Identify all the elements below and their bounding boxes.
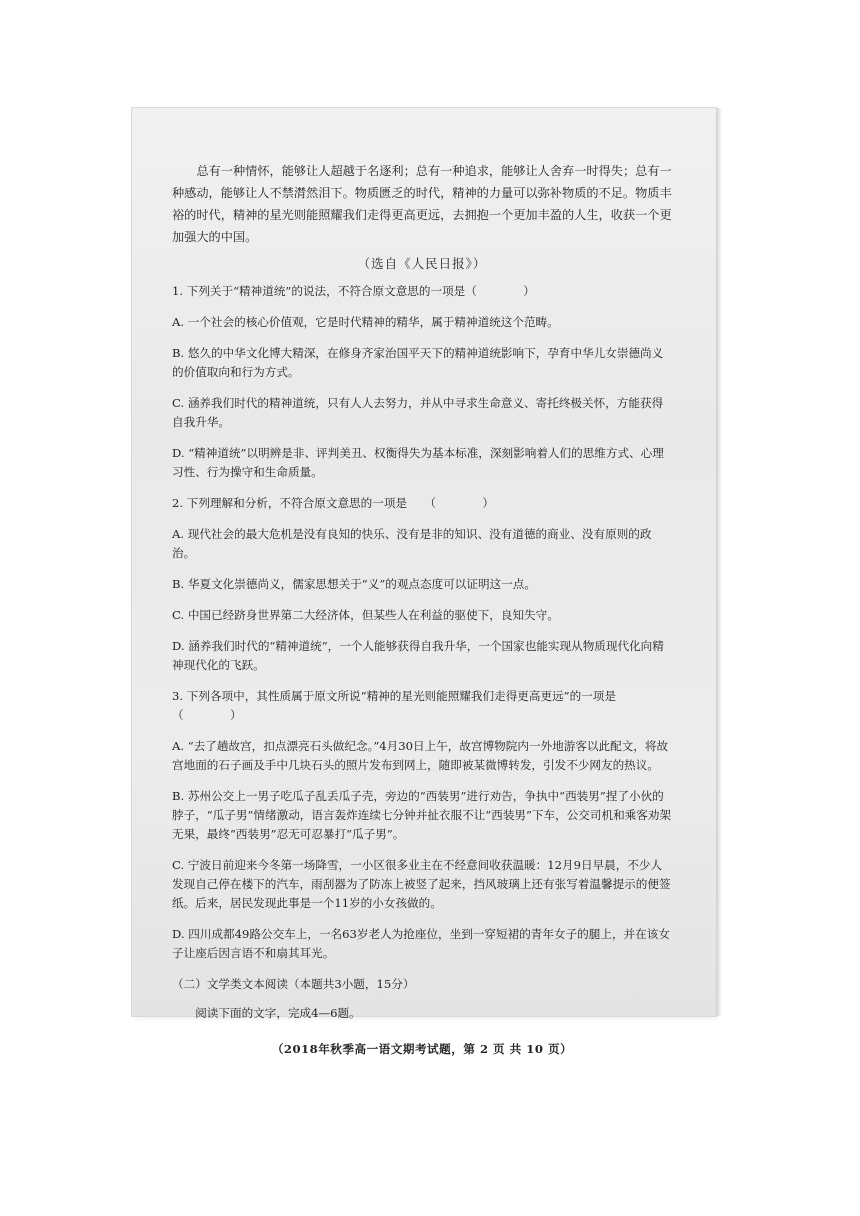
question-2-stem: 2. 下列理解和分析，不符合原文意思的一项是 （ ）	[172, 496, 494, 510]
question-1-option-b: B. 悠久的中华文化博大精深，在修身齐家治国平天下的精神道统影响下，孕育中华儿女崇德尚义的价值取向和行为方式。	[172, 346, 664, 379]
page-content	[172, 160, 672, 1057]
question-3	[172, 687, 672, 963]
section-heading: （二）文学类文本阅读（本题共3小题，15分）	[172, 977, 415, 991]
question-3-option-b: B. 苏州公交上一男子吃瓜子乱丢瓜子壳，旁边的“西装男”进行劝告，争执中“西装男”捏了小伙的脖子，“瓜子男”情绪激动，语言轰炸连续七分钟并扯衣服不让“西装男”下车，公交司机和乘客劝架无果，最终“西装男”忍无可忍暴打“瓜子男”。	[172, 789, 672, 841]
question-1-option-a: A. 一个社会的核心价值观，它是时代精神的精华，属于精神道统这个范畴。	[172, 315, 559, 329]
reading-instruction: 阅读下面的文字，完成4—6题。	[195, 1006, 361, 1020]
exam-page	[132, 108, 716, 1056]
question-1-stem: 1. 下列关于“精神道统”的说法，不符合原文意思的一项是（ ）	[172, 284, 535, 298]
question-3-option-c: C. 宁波日前迎来今冬第一场降雪，一小区很多业主在不经意间收获温暖：12月9日早晨，不少人发现自己停在楼下的汽车，雨刮器为了防冻上被竖了起来，挡风玻璃上还有张写着温馨提示的便签纸。后来，居民发现此事是一个11岁的小女孩做的。	[172, 858, 671, 910]
question-3-option-a: A. “去了趟故宫，扣点漂亮石头做纪念。”4月30日上午，故宫博物院内一外地游客以此配文，将故宫地面的石子画及手中几块石头的照片发布到网上，随即被某微博转发，引发不少网友的热议。	[172, 739, 669, 772]
question-1-option-d: D. “精神道统”以明辨是非、评判美丑、权衡得失为基本标准，深刻影响着人们的思维方式、心理习性、行为操守和生命质量。	[172, 446, 664, 479]
question-3-stem: 3. 下列各项中，其性质属于原文所说“精神的星光则能照耀我们走得更高更远”的一项是（ ）	[172, 689, 616, 722]
question-2-option-b: B. 华夏文化崇德尚义，儒家思想关于“义”的观点态度可以证明这一点。	[172, 577, 536, 591]
question-2	[172, 494, 672, 675]
question-2-option-a: A. 现代社会的最大危机是没有良知的快乐、没有是非的知识、没有道德的商业、没有原则的政治。	[172, 527, 652, 560]
question-2-option-c: C. 中国已经跻身世界第二大经济体，但某些人在利益的驱使下，良知失守。	[172, 608, 559, 622]
question-1-option-c: C. 涵养我们时代的精神道统，只有人人去努力，并从中寻求生命意义、寄托终极关怀，方能获得自我升华。	[172, 396, 664, 429]
question-3-option-d: D. 四川成都49路公交车上，一名63岁老人为抢座位，坐到一穿短裙的青年女子的腿上，并在该女子让座后因言语不和扇其耳光。	[172, 927, 670, 960]
page-footer: （2018年秋季高一语文期考试题，第 2 页 共 10 页）	[271, 1042, 573, 1056]
bleed-through-text	[140, 228, 151, 248]
intro-paragraph: 总有一种情怀，能够让人超越于名逐利；总有一种追求，能够让人舍弃一时得失；总有一种感动，能够让人不禁潸然泪下。物质匮乏的时代，精神的力量可以弥补物质的不足。物质丰裕的时代，精神的星光则能照耀我们走得更高更远，去拥抱一个更加丰盈的人生，收获一个更加强大的中国。	[172, 164, 672, 244]
source-citation: （选自《人民日报》）	[357, 256, 487, 271]
question-1	[172, 282, 672, 482]
question-2-option-d: D. 涵养我们时代的“精神道统”，一个人能够获得自我升华，一个国家也能实现从物质现代化向精神现代化的飞跃。	[172, 639, 664, 672]
